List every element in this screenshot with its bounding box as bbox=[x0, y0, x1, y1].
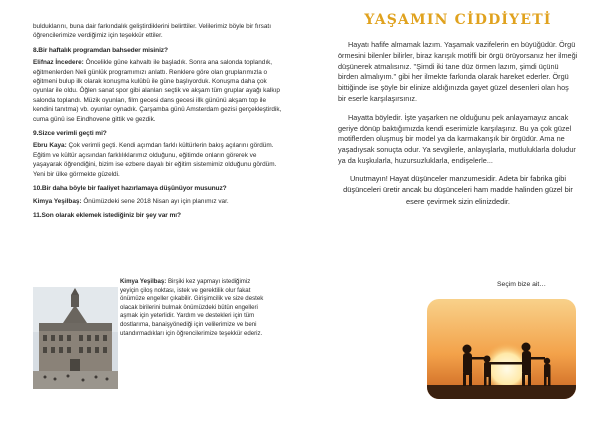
family-sunset-image bbox=[427, 299, 576, 399]
question-8: 8.Bir haftalık programdan bahseder misiniz? bbox=[33, 46, 168, 54]
intro-paragraph: bulduklarını, buna dair farkındalık geliştirdiklerini belirttiler. Velilerimiz böyle bir fırsatı öğrencilerimize verdiğimiz için teşekkür ettiler. bbox=[33, 23, 271, 40]
article-paragraph-1: Hayatı hafife almamak lazım. Yaşamak vazifelerin en büyüğüdür. Örgü örmesini bilenler bilirler, biraz karışık motifli bir örgü örüyorsanız her ilmeği düşünerek atmalısınız. ''Şimdi iki tane düz örmen lazım, şimdi üçünü birden almalıyım.'' gibi her ilmekte farkında olarak hareket ederler. Örgü bittiğinde ise şöyle bir elinize aldığınızda gayet güzel desenleri olan hoş bir eserle karşılaşırsınız. bbox=[338, 40, 578, 103]
article-title: YAŞAMIN CİDDİYETİ bbox=[364, 12, 552, 28]
closing-statement: Unutmayın! Hayat düşünceler manzumesidir. Adeta bir fabrika gibi düşünceleri üretir ancak bu düşünceleri ham madde halinden güzel bir esere çevirmek sizin elinizdedir. bbox=[343, 173, 573, 206]
question-10: 10.Bir daha böyle bir faaliyet hazırlamaya düşünüyor musunuz? bbox=[33, 185, 227, 193]
question-11: 11.Son olarak eklemek istediğiniz bir şey var mı? bbox=[33, 211, 181, 219]
answer-11-speaker: Kimya Yeşilbaş: bbox=[120, 278, 167, 285]
answer-8 bbox=[33, 58, 286, 124]
choice-caption: Seçim bize ait… bbox=[497, 281, 547, 288]
answer-9 bbox=[33, 141, 286, 179]
answer-8-speaker: Elifnaz İncedere: bbox=[33, 59, 84, 67]
answer-10-speaker: Kimya Yeşilbaş: bbox=[33, 197, 82, 205]
amsterdam-palace-photo bbox=[33, 287, 118, 389]
article-paragraph-2: Hayatta böyledir. İşte yaşarken ne olduğunu pek anlayamayız ancak geriye dönüp baktığımızda kendi eserimizle karşılaşırız. Bu ya çok güzel motiflerden oluşmuş bir model ya da karmakarışık bir örgüdür. Ama ne yaşadıysak sonuçta odur. Ya sevgilerle, anlayışlarla, mutluluklarla doludur ya da kuşkularla, huzursuzluklarla, endişelerle... bbox=[338, 112, 576, 165]
answer-11-text: Birşiki kez yapmayı istediğimiz yeyiçin çiloş noktası, istek ve gerektilik olur fakat önümüze engeller çıkabilir. Girişimcilik ve size destek olacak birilerini bulmak önümüzdeki bütün engelleri aşmak için yeterlidir. Yardım ve destekleri için tüm dostlarıma, banaişyönediği için velilerimize ve beni utandırmadıkları için öğrencilerimize teşekkür ederiz. bbox=[120, 278, 264, 337]
answer-8-text: Öncelikle güne kahvaltı ile başladık. Sonra ana salonda toplandık, eğitmenlerden Neli günlük programımızı anlattı. Renklere göre olan gruplarımızla o eğitmeni bulup ilk olarak konuşma kulübü ile güne başlıyorduk. Konuşma daha çok oyunlar ile oldu. Öğlen sanat spor gibi alanları seçtik ve akşam tüm gruplar ayağı kalkıp salonda toplandı. Müzik oyunları, film gecesi dans gecesi illk gününü akşam top ile kendini tanıtma) vb. oyunlar oynadık. Çarşamba günü Amsterdam gezisi gerçekleştirdik, cuma günü ise Eindhovene gittik ve gezdik. bbox=[33, 59, 282, 123]
answer-9-speaker: Ebru Kaya: bbox=[33, 142, 67, 150]
answer-9-text: Çok verimli geçti. Kendi açımdan farklı kültürlerin bakış açılarını gördüm. Eğitim ve kültür açısından farklılıklarımız olduğunu, eğitimde onların görerek ve yaşayarak öğrendiğini, bizim ise ezbere dayalı bir eğitim sistemimiz olduğunu gördüm. Yeni bir ülke görmekte güzeldi. bbox=[33, 142, 277, 178]
answer-10 bbox=[33, 197, 286, 206]
answer-10-text: Önümüzdeki sene 2018 Nisan ayı için planımız var. bbox=[81, 197, 229, 205]
answer-11 bbox=[120, 278, 270, 338]
question-9: 9.Sizce verimli geçti mi? bbox=[33, 130, 107, 138]
